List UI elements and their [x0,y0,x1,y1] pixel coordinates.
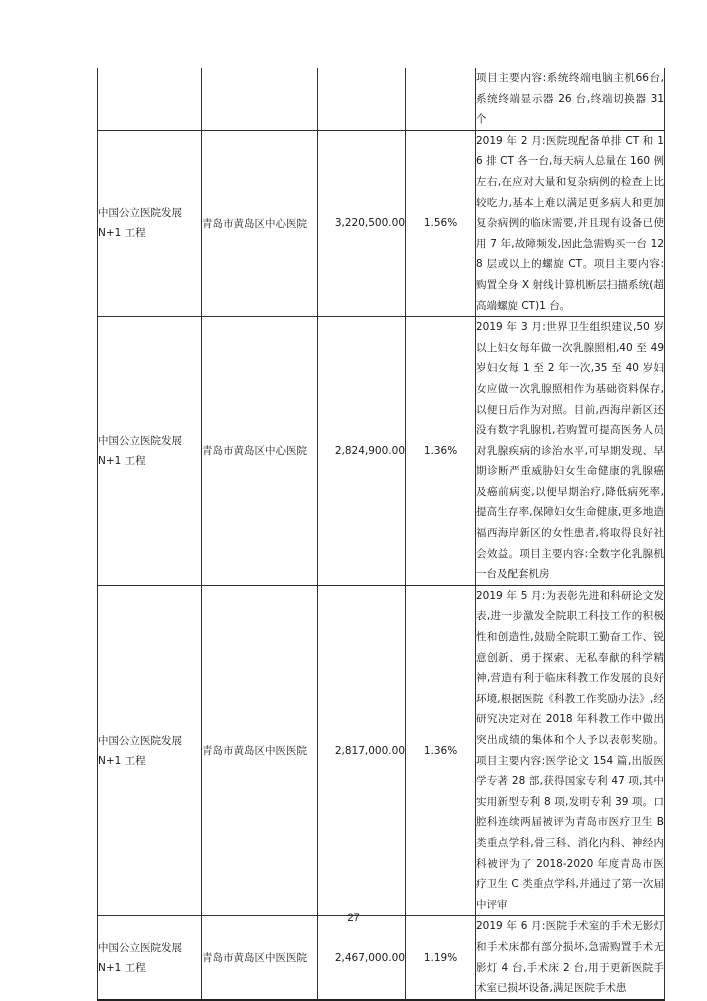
hospital-cell: 青岛市黄岛区中心医院 [202,130,318,316]
project-name-cell: 中国公立医院发展 N+1 工程 [98,317,202,586]
percent-cell: 1.19% [406,916,476,1000]
project-name-cell [98,68,202,130]
hospital-cell: 青岛市黄岛区中医医院 [202,916,318,1000]
amount-cell: 2,817,000.00 [318,585,406,916]
table-row [98,68,665,130]
description-cell: 2019 年 2 月:医院现配备单排 CT 和 16 排 CT 各一台,每天病人总量在 160 例左右,在应对大量和复杂病例的检查上比较吃力,基本上难以满足更多病人和更加复杂病例的临床需要,并且现有设备已使用 7 年,故障频发,因此急需购买一台 128 层或以上的螺旋 CT。项目主要内容:购置全身 X 射线计算机断层扫描系统(超高端螺旋 CT)1 台。 [476,130,665,316]
table-row [98,916,665,1000]
project-name-cell: 中国公立医院发展 N+1 工程 [98,916,202,1000]
project-name-cell: 中国公立医院发展 N+1 工程 [98,585,202,916]
table-row [98,317,665,586]
hospital-cell [202,68,318,130]
page-number: 27 [347,912,360,924]
table-row [98,130,665,316]
description-cell: 2019 年 5 月:为表彰先进和科研论文发表,进一步激发全院职工科技工作的积极性和创造性,鼓励全院职工勤奋工作、锐意创新、勇于探索、无私奉献的科学精神,营造有利于临床科教工作发展的良好环境,根据医院《科教工作奖励办法》,经研究决定对在 2018 年科教工作中做出突出成绩的集体和个人予以表彰奖励。项目主要内容:医学论文 154 篇,出版医学专著 28 部,获得国家专利 47 项,其中实用新型专利 8 项,发明专利 39 项。口腔科连续两届被评为青岛市医疗卫生 B 类重点学科,骨三科、消化内科、神经内科被评为了 2018-2020 年度青岛市医疗卫生 C 类重点学科,并通过了第一次届中评审 [476,585,665,916]
amount-cell: 2,824,900.00 [318,317,406,586]
description-cell: 项目主要内容:系统终端电脑主机66台,系统终端显示器 26 台,终端切换器 31 个 [476,68,665,130]
hospital-cell: 青岛市黄岛区中心医院 [202,317,318,586]
description-cell: 2019 年 3 月:世界卫生组织建议,50 岁以上妇女每年做一次乳腺照相,40 至 49 岁妇女每 1 至 2 年一次,35 至 40 岁妇女应做一次乳腺照相作为基础资料保存,以便日后作为对照。目前,西海岸新区还没有数字乳腺机,若购置可提高医务人员对乳腺疾病的诊治水平,可早期发现、早期诊断严重威胁妇女生命健康的乳腺癌及癌前病变,以便早期治疗,降低病死率,提高生存率,保障妇女生命健康,更多地造福西海岸新区的女性患者,将取得良好社会效益。项目主要内容:全数字化乳腺机一台及配套机房 [476,317,665,586]
project-name-cell: 中国公立医院发展 N+1 工程 [98,130,202,316]
amount-cell: 3,220,500.00 [318,130,406,316]
project-table [97,68,665,1001]
percent-cell [406,68,476,130]
percent-cell: 1.56% [406,130,476,316]
percent-cell: 1.36% [406,317,476,586]
hospital-cell: 青岛市黄岛区中医医院 [202,585,318,916]
amount-cell [318,68,406,130]
description-cell: 2019 年 6 月:医院手术室的手术无影灯和手术床都有部分损坏,急需购置手术无影灯 4 台,手术床 2 台,用于更新医院手术室已损坏设备,满足医院手术患 [476,916,665,1000]
table-row [98,585,665,916]
amount-cell: 2,467,000.00 [318,916,406,1000]
percent-cell: 1.36% [406,585,476,916]
